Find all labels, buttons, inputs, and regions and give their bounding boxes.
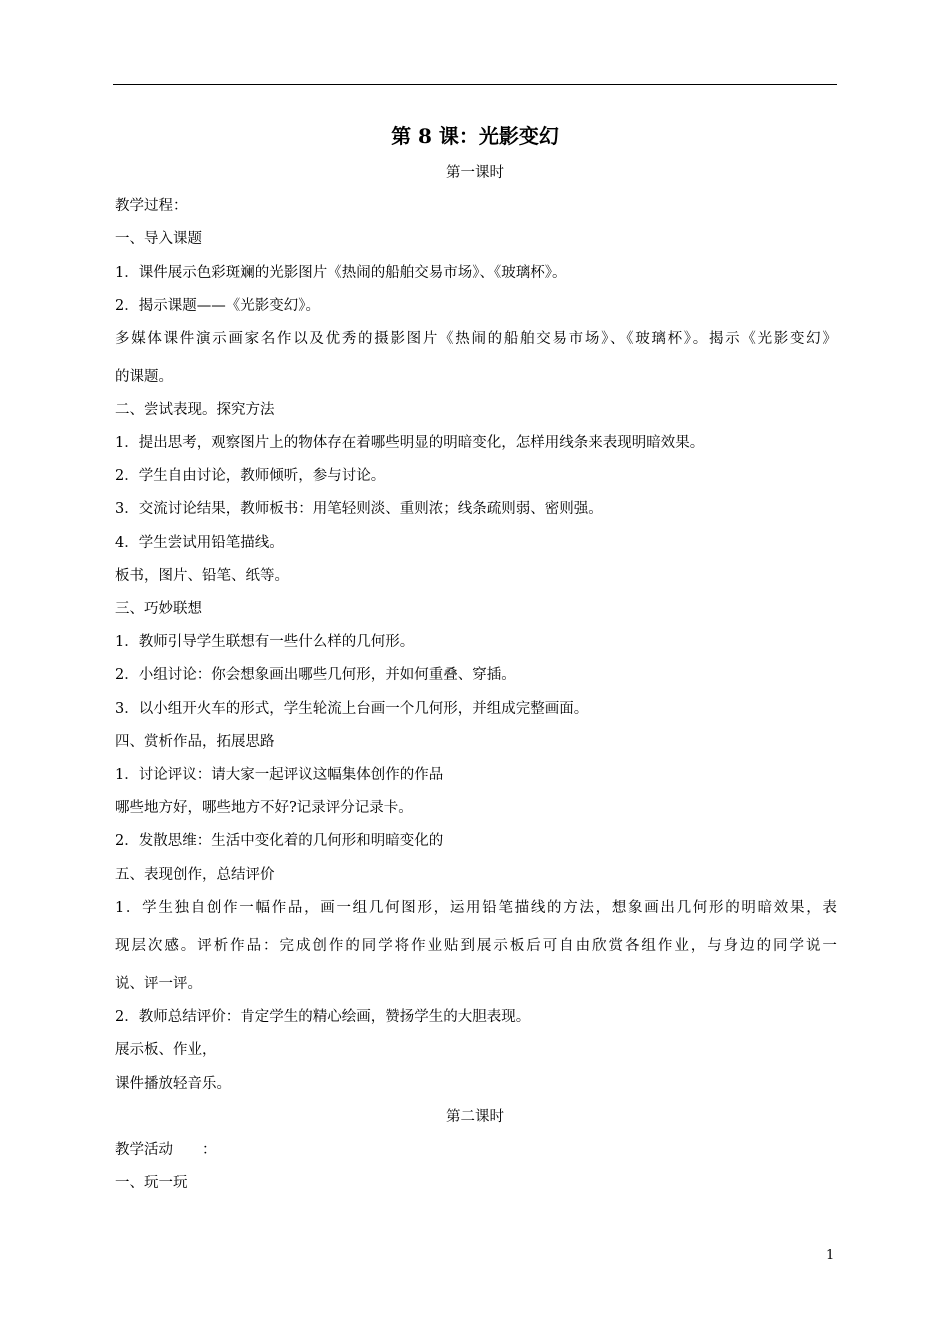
- text-line: 3．交流讨论结果，教师板书：用笔轻则淡、重则浓；线条疏则弱、密则强。: [115, 501, 603, 517]
- text-line: 1．提出思考，观察图片上的物体存在着哪些明显的明暗变化，怎样用线条来表现明暗效果。: [115, 435, 705, 451]
- text-line: 2．发散思维：生活中变化着的几何形和明暗变化的: [115, 833, 444, 849]
- lesson-one-heading: 第一课时: [446, 165, 504, 181]
- text-line: 1．学生独自创作一幅作品，画一组几何图形，运用铅笔描线的方法，想象画出几何形的明暗效果，表: [115, 900, 837, 916]
- text-line: 现层次感。评析作品：完成创作的同学将作业贴到展示板后可自由欣赏各组作业，与身边的同学说一: [115, 938, 837, 954]
- text-line: 2．小组讨论：你会想象画出哪些几何形，并如何重叠、穿插。: [115, 667, 516, 683]
- section-heading: 五、表现创作，总结评价: [115, 867, 275, 883]
- text-line: 说、评一评。: [115, 976, 202, 992]
- text-line: 1．课件展示色彩斑斓的光影图片《热闹的船舶交易市场》、《玻璃杯》。: [115, 265, 567, 281]
- text-line: 课件播放轻音乐。: [115, 1076, 231, 1092]
- text-line: 展示板、作业，: [115, 1042, 217, 1058]
- text-line: 2．教师总结评价：肯定学生的精心绘画，赞扬学生的大胆表现。: [115, 1009, 531, 1025]
- text-line: 的课题。: [115, 369, 173, 385]
- text-line: 哪些地方好，哪些地方不好?记录评分记录卡。: [115, 800, 413, 816]
- text-line: 1．教师引导学生联想有一些什么样的几何形。: [115, 634, 415, 650]
- section-heading: 四、赏析作品，拓展思路: [115, 734, 275, 750]
- text-line: 板书，图片、铅笔、纸等。: [115, 568, 289, 584]
- text-line: 教学过程：: [115, 198, 188, 214]
- text-line: 2．学生自由讨论，教师倾听，参与讨论。: [115, 468, 386, 484]
- text-line: 3．以小组开火车的形式，学生轮流上台画一个几何形，并组成完整画面。: [115, 701, 589, 717]
- section-heading: 二、尝试表现。探究方法: [115, 402, 275, 418]
- section-heading: 一、导入课题: [115, 231, 202, 247]
- lesson-two-heading: 第二课时: [446, 1109, 504, 1125]
- text-line: 多媒体课件演示画家名作以及优秀的摄影图片《热闹的船舶交易市场》、《玻璃杯》。揭示《光影变幻》: [115, 331, 837, 347]
- header-rule: [113, 84, 837, 85]
- text-line: 2．揭示课题——《光影变幻》。: [115, 298, 320, 314]
- text-line: 4．学生尝试用铅笔描线。: [115, 535, 284, 551]
- section-heading: 三、巧妙联想: [115, 601, 202, 617]
- text-line: 1．讨论评议：请大家一起评议这幅集体创作的作品: [115, 767, 444, 783]
- page-number: 1: [826, 1248, 835, 1263]
- text-line: 教学活动 ：: [115, 1142, 217, 1158]
- document-title: 第 8 课：光影变幻: [391, 124, 559, 148]
- section-heading: 一、玩一玩: [115, 1175, 188, 1191]
